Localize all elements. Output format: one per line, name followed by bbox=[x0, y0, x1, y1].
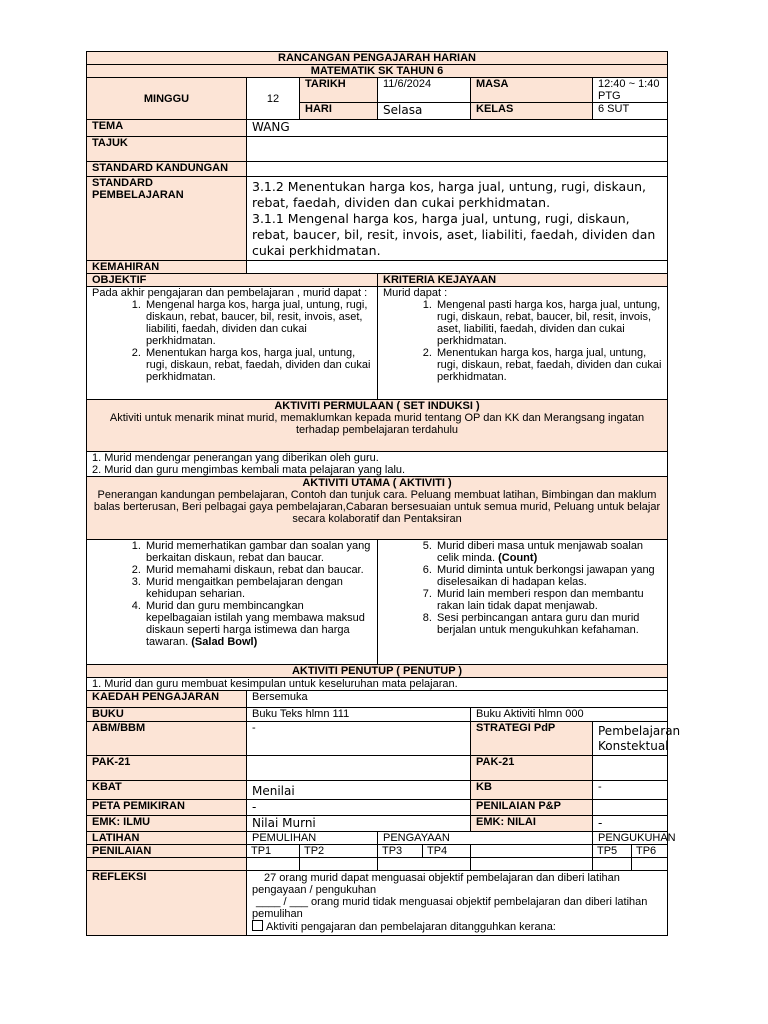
refleksi-content bbox=[247, 871, 668, 936]
utama-right-content bbox=[378, 540, 668, 665]
penilaian-blank-label bbox=[87, 858, 247, 871]
tp-blank bbox=[300, 858, 378, 871]
standard-kandungan-label: STANDARD KANDUNGAN bbox=[87, 162, 247, 177]
kemahiran-value bbox=[247, 261, 668, 274]
strategi-label: STRATEGI PdP bbox=[471, 722, 593, 756]
strategi-value: Pembelajaran Konstektual bbox=[593, 722, 668, 756]
sp-item: 3.1.2 Menentukan harga kos, harga jual, untung, rugi, diskaun, rebat, faedah, dividen dan cukai perkhidmatan. bbox=[252, 179, 647, 210]
emk-nilai-label: EMK: NILAI bbox=[471, 816, 593, 832]
tp-blank bbox=[593, 858, 632, 871]
objektif-content bbox=[87, 287, 378, 400]
latihan-pengayaan: PENGAYAAN bbox=[378, 832, 593, 845]
utama-item: 3. Murid mengaitkan pembelajaran dengan kehidupan seharian. bbox=[144, 576, 372, 600]
pak21-value bbox=[247, 756, 471, 781]
tajuk-value bbox=[247, 137, 668, 162]
pak21-right-label: PAK-21 bbox=[471, 756, 593, 781]
abm-label: ABM/BBM bbox=[87, 722, 247, 756]
tp4-label: TP4 bbox=[427, 845, 448, 857]
buku-label: BUKU bbox=[87, 708, 247, 722]
standard-pembelajaran-label: STANDARD PEMBELAJARAN bbox=[87, 177, 247, 261]
tema-label: TEMA bbox=[87, 120, 247, 137]
tp-cell: TP5 bbox=[593, 845, 632, 858]
buku-aktiviti-value: Buku Aktiviti hlmn 000 bbox=[471, 708, 668, 722]
tp-blank bbox=[632, 858, 668, 871]
tp-blank bbox=[378, 858, 471, 871]
buku-teks-value: Buku Teks hlmn 111 bbox=[247, 708, 471, 722]
objektif-item: 2. Menentukan harga kos, harga jual, untung, rugi, diskaun, rebat, faedah, dividen dan cukai perkhidmatan. bbox=[144, 347, 372, 383]
tp-cell bbox=[471, 845, 593, 858]
utama-left-content bbox=[87, 540, 378, 665]
utama-item-text: Murid diberi masa untuk menjawab soalan celik minda. bbox=[437, 540, 644, 564]
count-tag: (Count) bbox=[498, 552, 538, 564]
tajuk-label: TAJUK bbox=[87, 137, 247, 162]
standard-kandungan-value bbox=[247, 162, 668, 177]
tarikh-label: TARIKH bbox=[300, 78, 378, 103]
abm-value: - bbox=[247, 722, 471, 756]
latihan-pemulihan: PEMULIHAN bbox=[247, 832, 378, 845]
refleksi-label: REFLEKSI bbox=[87, 871, 247, 936]
utama-item-text: Murid dan guru membincangkan kepelbagaian istilah yang membawa maksud diskaun seperti harga istimewa dan harga tawaran. bbox=[146, 600, 365, 648]
kaedah-label: KAEDAH PENGAJARAN bbox=[87, 691, 247, 708]
tp-cell: TP2 bbox=[300, 845, 378, 858]
objektif-intro: Pada akhir pengajaran dan pembelajaran , murid dapat : bbox=[92, 287, 368, 299]
masa-label: MASA bbox=[471, 78, 593, 103]
kb-label: KB bbox=[471, 781, 593, 800]
utama-item: 7. Murid lain memberi respon dan membantu rakan lain tidak dapat menjawab. bbox=[435, 588, 662, 612]
masa-value: 12:40 ~ 1:40 PTG bbox=[593, 78, 668, 103]
permulaan-header bbox=[87, 400, 668, 452]
kriteria-item: 2. Menentukan harga kos, harga jual, untung, rugi, diskaun, rebat, faedah, dividen dan cukai perkhidmatan. bbox=[435, 347, 662, 383]
salad-bowl-tag: (Salad Bowl) bbox=[191, 636, 258, 648]
utama-item: 1. Murid memerhatikan gambar dan soalan yang berkaitan diskaun, rebat dan baucar. bbox=[144, 540, 372, 564]
tarikh-value: 11/6/2024 bbox=[378, 78, 471, 103]
emk-ilmu-label: EMK: ILMU bbox=[87, 816, 247, 832]
utama-item bbox=[144, 600, 372, 648]
hari-value: Selasa bbox=[378, 103, 471, 120]
permulaan-item: 1. Murid mendengar penerangan yang diberikan oleh guru. bbox=[92, 452, 379, 464]
tp3-label: TP3 bbox=[382, 845, 423, 857]
kbat-value: Menilai bbox=[247, 781, 471, 800]
tema-value: WANG bbox=[247, 120, 668, 137]
latihan-pengukuhan: PENGUKUHAN bbox=[593, 832, 668, 845]
refleksi-line: ____ / ___ orang murid tidak menguasai objektif pembelajaran dan diberi latihan pemulihan bbox=[252, 896, 648, 920]
peta-pemikiran-value: - bbox=[247, 800, 471, 816]
penutup-item: 1. Murid dan guru membuat kesimpulan untuk keseluruhan mata pelajaran. bbox=[87, 678, 668, 691]
permulaan-title: AKTIVITI PERMULAAN ( SET INDUKSI ) bbox=[274, 400, 480, 412]
refleksi-line-checkbox bbox=[252, 920, 662, 933]
kriteria-item: 1. Mengenal pasti harga kos, harga jual, untung, rugi, diskaun, rebat, baucer, bil, resit, invois, aset, liabiliti, faedah, dividen dan cukai perkhidmatan. bbox=[435, 299, 662, 347]
penilaian-pp-value bbox=[593, 800, 668, 816]
minggu-label: MINGGU bbox=[87, 78, 247, 120]
emk-nilai-value: - bbox=[593, 816, 668, 832]
utama-item: 2. Murid memahami diskaun, rebat dan baucar. bbox=[144, 564, 372, 576]
penilaian-pp-label: PENILAIAN P&P bbox=[471, 800, 593, 816]
tp-blank bbox=[247, 858, 300, 871]
hari-label: HARI bbox=[300, 103, 378, 120]
utama-item: 8. Sesi perbincangan antara guru dan murid berjalan untuk mengukuhkan kefahaman. bbox=[435, 612, 662, 636]
objektif-item: 1. Mengenal harga kos, harga jual, untung, rugi, diskaun, rebat, baucer, bil, resit, invois, aset, liabiliti, faedah, dividen dan cukai perkhidmatan. bbox=[144, 299, 372, 347]
lesson-plan-document bbox=[86, 51, 681, 936]
kriteria-intro: Murid dapat : bbox=[383, 287, 448, 299]
tp-cell bbox=[378, 845, 471, 858]
permulaan-desc: Aktiviti untuk menarik minat murid, memaklumkan kepada murid tentang OP dan KK dan Merangsang ingatan terhadap pembelajaran terdahulu bbox=[109, 412, 645, 436]
plan-subtitle: MATEMATIK SK TAHUN 6 bbox=[87, 65, 668, 78]
minggu-value: 12 bbox=[247, 78, 300, 120]
kb-value: - bbox=[593, 781, 668, 800]
pak21-label: PAK-21 bbox=[87, 756, 247, 781]
utama-title: AKTIVITI UTAMA ( AKTIVITI ) bbox=[302, 477, 452, 489]
refleksi-line: 27 orang murid dapat menguasai objektif pembelajaran dan diberi latihan pengayaan / pengukuhan bbox=[252, 872, 620, 896]
penilaian-label: PENILAIAN bbox=[87, 845, 247, 858]
penutup-title: AKTIVITI PENUTUP ( PENUTUP ) bbox=[87, 665, 668, 678]
latihan-label: LATIHAN bbox=[87, 832, 247, 845]
lesson-plan-table bbox=[86, 51, 681, 936]
tp-cell: TP1 bbox=[247, 845, 300, 858]
peta-pemikiran-label: PETA PEMIKIRAN bbox=[87, 800, 247, 816]
standard-pembelajaran-value bbox=[247, 177, 668, 261]
sp-item: 3.1.1 Mengenal harga kos, harga jual, untung, rugi, diskaun, rebat, baucer, bil, resit, invois, aset, liabiliti, faedah, dividen dan cukai perkhidmatan. bbox=[252, 211, 656, 258]
checkbox-icon[interactable] bbox=[252, 920, 263, 931]
tp-blank bbox=[471, 858, 593, 871]
utama-item: 6. Murid diminta untuk berkongsi jawapan yang diselesaikan di hadapan kelas. bbox=[435, 564, 662, 588]
permulaan-content bbox=[87, 452, 668, 477]
tp-cell: TP6 bbox=[632, 845, 668, 858]
refleksi-line-text: Aktiviti pengajaran dan pembelajaran ditangguhkan kerana: bbox=[266, 921, 556, 933]
utama-desc: Penerangan kandungan pembelajaran, Contoh dan tunjuk cara. Peluang membuat latihan, Bimbingan dan maklum balas berterusan, Beri pelbagai gaya pembelajaran,Cabaran bersesuaian untuk semua murid, Peluang untuk belajar secara kolaboratif dan Pentaksiran bbox=[93, 489, 661, 525]
plan-title: RANCANGAN PENGAJARAH HARIAN bbox=[87, 52, 668, 65]
kelas-value: 6 SUT bbox=[593, 103, 668, 120]
kriteria-label: KRITERIA KEJAYAAN bbox=[378, 274, 668, 287]
pak21-right-value bbox=[593, 756, 668, 781]
permulaan-item: 2. Murid dan guru mengimbas kembali mata pelajaran yang lalu. bbox=[92, 464, 406, 476]
kriteria-content bbox=[378, 287, 668, 400]
kelas-label: KELAS bbox=[471, 103, 593, 120]
objektif-label: OBJEKTIF bbox=[87, 274, 378, 287]
kbat-label: KBAT bbox=[87, 781, 247, 800]
kaedah-value: Bersemuka bbox=[247, 691, 668, 708]
emk-ilmu-value: Nilai Murni bbox=[247, 816, 471, 832]
utama-item bbox=[435, 540, 662, 564]
kemahiran-label: KEMAHIRAN bbox=[87, 261, 247, 274]
utama-header bbox=[87, 477, 668, 540]
